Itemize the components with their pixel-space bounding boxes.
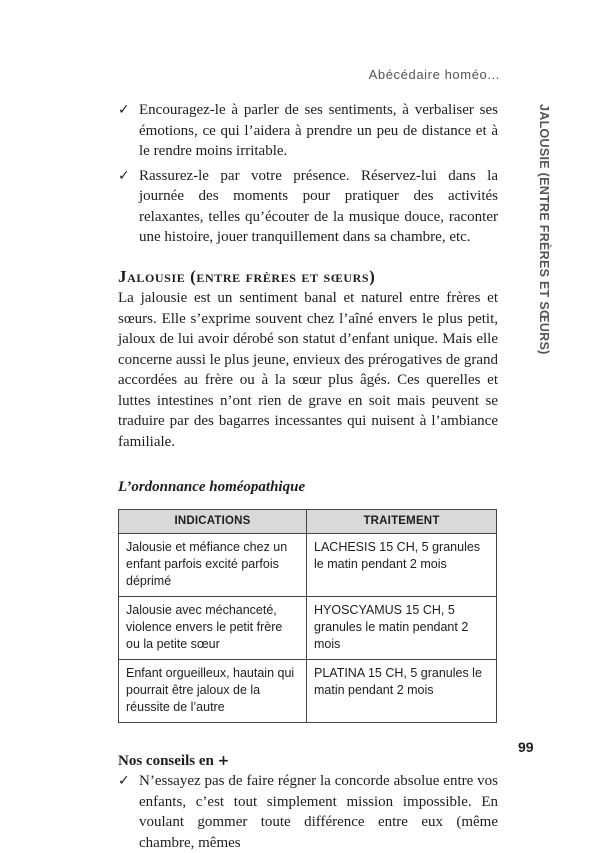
advice-item (118, 771, 498, 853)
page-number: 99 (518, 739, 534, 755)
advice-text: N’essayez pas de faire régner la concorde absolue entre vos enfants, c’est tout simplement mission impossible. En voulant gommer toute différence entre eux (même chambre, mêmes (139, 773, 498, 851)
checkmark-icon: ✓ (118, 167, 130, 184)
header-traitement: TRAITEMENT (307, 509, 497, 533)
table-row (119, 596, 497, 659)
advice-text: Encouragez-le à parler de ses sentiments, à verbaliser ses émotions, ce qui l’aidera à prendre un peu de distance et à le rendre moins irritable. (139, 102, 498, 159)
traitement-cell: PLATINA 15 CH, 5 granules le matin pendant 2 mois (307, 659, 497, 722)
advice-item (118, 166, 498, 248)
advice-item (118, 100, 498, 162)
indication-cell: Enfant orgueilleux, hautain qui pourrait être jaloux de la réussite de l’autre (119, 659, 307, 722)
conseils-title: Nos conseils en (118, 752, 214, 769)
side-tab-label: JALOUSIE (ENTRE FRÈRES ET SŒURS) (537, 104, 551, 355)
table-header-row (119, 509, 497, 533)
plus-icon: + (217, 752, 230, 769)
table-row (119, 659, 497, 722)
ordonnance-table (118, 509, 497, 723)
ordonnance-subtitle: L’ordonnance homéopathique (118, 479, 306, 495)
header-indications: INDICATIONS (119, 509, 307, 533)
checkmark-icon: ✓ (118, 102, 130, 118)
checkmark-icon: ✓ (118, 773, 130, 789)
section-title: Jalousie (entre frères et sœurs) (118, 266, 376, 286)
conseils-heading (118, 751, 498, 772)
advice-text: Rassurez-le par votre présence. Réservez-lui dans la journée des moments pour pratiquer des activités relaxantes, telles qu’écouter de la musique douce, raconter une histoire, jouer tranquillement dans sa chambre, etc. (139, 167, 498, 245)
table-row (119, 533, 497, 596)
indication-cell: Jalousie et méfiance chez un enfant parfois excité parfois déprimé (119, 533, 307, 596)
running-title: Abécédaire homéo... (368, 67, 500, 82)
traitement-cell: LACHESIS 15 CH, 5 granules le matin pendant 2 mois (307, 533, 497, 596)
traitement-cell: HYOSCYAMUS 15 CH, 5 granules le matin pendant 2 mois (307, 596, 497, 659)
section-intro: La jalousie est un sentiment banal et naturel entre frères et sœurs. Elle s’exprime souvent chez l’aîné envers le plus petit, jaloux de lui avoir dérobé son statut d’enfant unique. Mais elle concerne aussi le plus jeune, envieux des prérogatives de grand accordées au frère ou à la sœur plus âgés. Ces querelles et luttes intestines n’ont rien de grave en soit mais peuvent se traduire par des bagarres incessantes qui nuisent à l’ambiance familiale. (118, 290, 498, 450)
page-content (118, 100, 498, 853)
indication-cell: Jalousie avec méchanceté, violence envers le petit frère ou la petite sœur (119, 596, 307, 659)
